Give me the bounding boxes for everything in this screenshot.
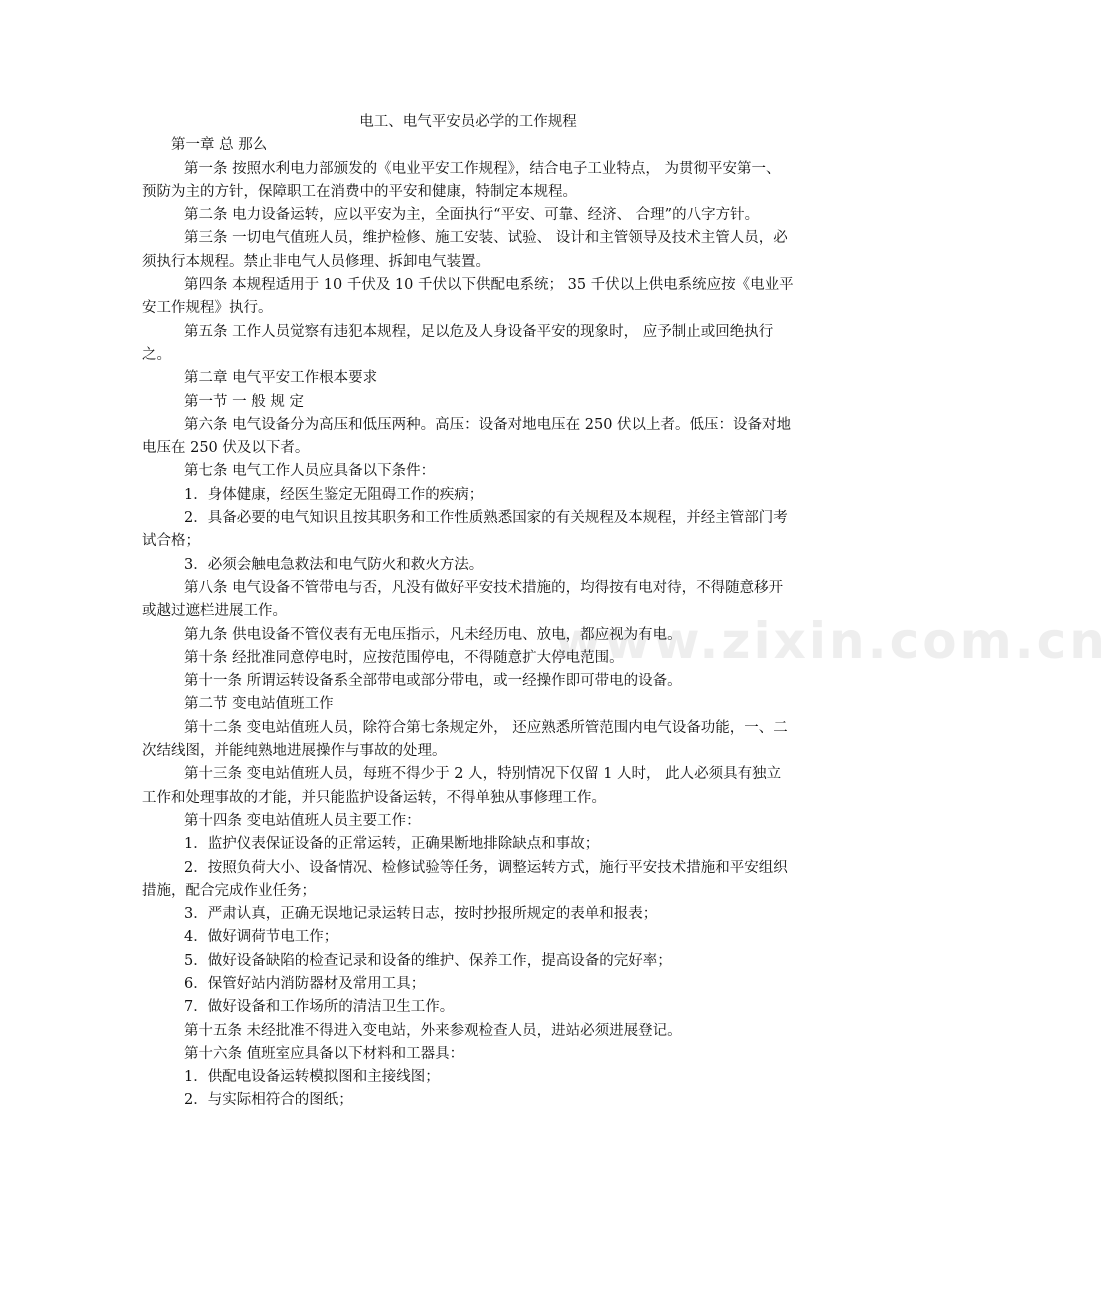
list-item: 2．按照负荷大小、设备情况、检修试验等任务，调整运转方式，施行平安技术措施和平安组织措施，配合完成作业任务； — [142, 859, 788, 899]
list-item: 3．必须会触电急救法和电气防火和救火方法。 — [184, 556, 484, 573]
section-heading: 第二节 变电站值班工作 — [184, 696, 334, 713]
article-paragraph: 第八条 电气设备不管带电与否，凡没有做好平安技术措施的，均得按有电对待，不得随意移开或越过遮栏进展工作。 — [142, 579, 784, 620]
article-paragraph: 第五条 工作人员觉察有违犯本规程，足以危及人身设备平安的现象时， 应予制止或回绝执行之。 — [142, 323, 774, 363]
section-heading: 第一节 一 般 规 定 — [184, 393, 304, 410]
list-item: 1．身体健康，经医生鉴定无阻碍工作的疾病； — [184, 486, 484, 503]
list-item: 5．做好设备缺陷的检查记录和设备的维护、保养工作，提高设备的完好率； — [184, 952, 672, 969]
article-paragraph: 第十一条 所谓运转设备系全部带电或部分带电，或一经操作即可带电的设备。 — [184, 673, 682, 690]
list-item: 1．供配电设备运转模拟图和主接线图； — [184, 1069, 440, 1086]
article-paragraph: 第四条 本规程适用于 10 千伏及 10 千伏以下供配电系统； 35 千伏以上供电系统应按《电业平安工作规程》执行。 — [142, 277, 794, 317]
article-paragraph: 第十二条 变电站值班人员，除符合第七条规定外， 还应熟悉所管范围内电气设备功能，一、二次结线图，并能纯熟地进展操作与事故的处理。 — [142, 719, 788, 760]
watermark: www.zixin.com.cn — [555, 612, 1108, 670]
chapter-heading: 第一章 总 那么 — [171, 137, 268, 154]
document-body — [142, 111, 794, 1113]
list-item: 2．与实际相符合的图纸； — [184, 1092, 353, 1109]
document-title: 电工、电气平安员必学的工作规程 — [359, 114, 577, 130]
list-item: 4．做好调荷节电工作； — [184, 929, 339, 946]
chapter-heading: 第二章 电气平安工作根本要求 — [184, 370, 378, 387]
article-paragraph: 第七条 电气工作人员应具备以下条件： — [184, 463, 436, 480]
list-item: 3．严肃认真，正确无误地记录运转日志，按时抄报所规定的表单和报表； — [184, 906, 658, 923]
article-paragraph: 第二条 电力设备运转，应以平安为主，全面执行“平安、可靠、经济、 合理”的八字方针。 — [184, 207, 760, 224]
list-item: 7．做好设备和工作场所的清洁卫生工作。 — [184, 999, 455, 1016]
article-paragraph: 第六条 电气设备分为高压和低压两种。高压：设备对地电压在 250 伏以上者。低压：设备对地电压在 250 伏及以下者。 — [142, 416, 792, 457]
list-item: 6．保管好站内消防器材及常用工具； — [184, 975, 426, 992]
article-paragraph: 第十三条 变电站值班人员，每班不得少于 2 人，特别情况下仅留 1 人时， 此人必须具有独立工作和处理事故的才能，并只能监护设备运转，不得单独从事修理工作。 — [142, 766, 782, 806]
article-paragraph: 第一条 按照水利电力部颁发的《电业平安工作规程》，结合电子工业特点， 为贯彻平安第一、预防为主的方针，保障职工在消费中的平安和健康，特制定本规程。 — [142, 160, 781, 200]
list-item: 2．具备必要的电气知识且按其职务和工作性质熟悉国家的有关规程及本规程，并经主管部门考试合格； — [142, 510, 788, 550]
article-paragraph: 第十四条 变电站值班人员主要工作： — [184, 812, 421, 829]
article-paragraph: 第九条 供电设备不管仪表有无电压指示，凡未经历电、放电，都应视为有电。 — [184, 626, 682, 643]
article-paragraph: 第十条 经批准同意停电时，应按范围停电，不得随意扩大停电范围。 — [184, 649, 624, 666]
article-paragraph: 第三条 一切电气值班人员，维护检修、施工安装、试验、 设计和主管领导及技术主管人员，必须执行本规程。禁止非电气人员修理、拆卸电气装置。 — [142, 230, 788, 270]
article-paragraph: 第十五条 未经批准不得进入变电站，外来参观检查人员，进站必须进展登记。 — [184, 1022, 682, 1039]
article-paragraph: 第十六条 值班室应具备以下材料和工器具： — [184, 1045, 465, 1062]
list-item: 1．监护仪表保证设备的正常运转，正确果断地排除缺点和事故； — [184, 836, 600, 853]
